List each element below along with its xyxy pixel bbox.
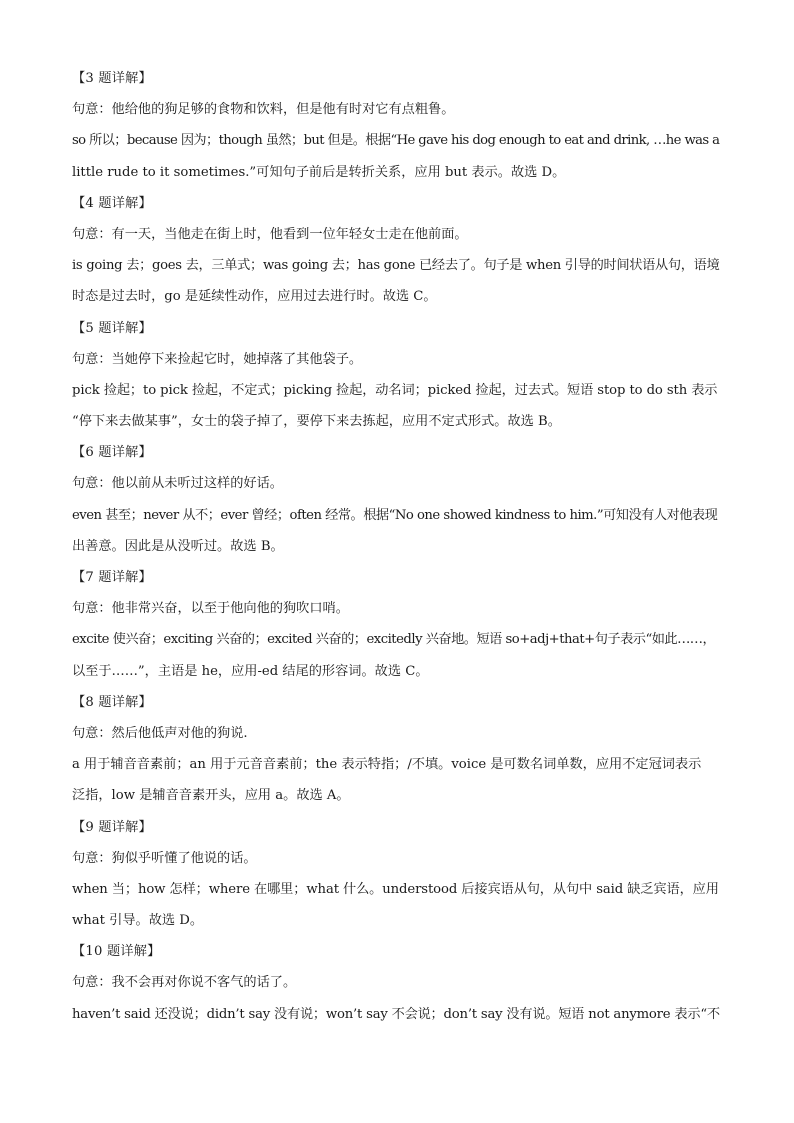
explanation-line: a 用于辅音音素前；an 用于元音音素前；the 表示特指；/不填。voice 是可数名词单数，应用不定冠词表示: [72, 757, 702, 773]
sentence-meaning: 句意：他非常兴奋，以至于他向他的狗吹口哨。: [72, 601, 349, 617]
sentence-meaning: 句意：他给他的狗足够的食物和饮料，但是他有时对它有点粗鲁。: [72, 102, 455, 118]
explanation-line: haven’t said 还没说；didn’t say 没有说；won’t say 不会说；don’t say 没有说。短语 not anymore 表示“不: [72, 1006, 720, 1022]
explanation-line: is going 去；goes 去，三单式；was going 去；has gone 已经去了。句子是 when 引导的时间状语从句，语境: [72, 258, 720, 274]
explanation-line: excite 使兴奋；exciting 兴奋的；excited 兴奋的；excitedly 兴奋地。短语 so+adj+that+句子表示“如此……，: [72, 632, 716, 648]
section-header: 【7 题详解】: [72, 570, 152, 585]
explanation-section-10: [72, 936, 722, 1030]
explanation-line: 以至于……”，主语是 he，应用-ed 结尾的形容词。故选 C。: [72, 663, 429, 679]
explanation-section-6: [72, 437, 722, 562]
section-header: 【4 题详解】: [72, 195, 152, 211]
explanation-section-3: [72, 63, 722, 188]
explanation-line: “停下来去做某事”，女士的袋子掉了，要停下来去拣起，应用不定式形式。故选 B。: [72, 414, 561, 430]
section-header: 【3 题详解】: [72, 71, 152, 86]
explanation-line: little rude to it sometimes.”可知句子前后是转折关系，应用 but 表示。故选 D。: [72, 164, 566, 180]
explanation-section-7: [72, 562, 722, 687]
sentence-meaning: 句意：有一天，当他走在街上时，他看到一位年轻女士走在他前面。: [72, 226, 468, 242]
section-header: 【6 题详解】: [72, 445, 152, 461]
section-header: 【9 题详解】: [72, 819, 152, 835]
explanation-section-8: [72, 687, 722, 812]
explanation-line: pick 捡起；to pick 捡起，不定式；picking 捡起，动名词；picked 捡起，过去式。短语 stop to do sth 表示: [72, 382, 718, 398]
sentence-meaning: 句意：狗似乎听懂了他说的话。: [72, 850, 257, 866]
explanation-section-9: [72, 812, 722, 937]
explanation-line: even 甚至；never 从不；ever 曾经；often 经常。根据“No one showed kindness to him.”可知没有人对他表现: [72, 507, 718, 523]
explanation-line: 泛指，low 是辅音音素开头，应用 a。故选 A。: [72, 788, 350, 804]
explanation-line: what 引导。故选 D。: [72, 913, 204, 929]
explanation-section-4: [72, 188, 722, 313]
explanation-line: so 所以；because 因为；though 虽然；but 但是。根据“He gave his dog enough to eat and drink, …he was a: [72, 133, 720, 149]
sentence-meaning: 句意：他以前从未听过这样的好话。: [72, 476, 283, 492]
answer-explanations: [72, 63, 722, 1030]
sentence-meaning: 句意：我不会再对你说不客气的话了。: [72, 975, 297, 991]
sentence-meaning: 句意：然后他低声对他的狗说.: [72, 725, 248, 741]
explanation-line: 出善意。因此是从没听过。故选 B。: [72, 538, 284, 554]
section-header: 【8 题详解】: [72, 694, 152, 710]
section-header: 【10 题详解】: [72, 944, 161, 960]
explanation-line: 时态是过去时，go 是延续性动作，应用过去进行时。故选 C。: [72, 289, 437, 305]
sentence-meaning: 句意：当她停下来捡起它时，她掉落了其他袋子。: [72, 351, 363, 367]
section-header: 【5 题详解】: [72, 320, 152, 336]
explanation-section-5: [72, 313, 722, 438]
explanation-line: when 当；how 怎样；where 在哪里；what 什么。understood 后接宾语从句，从句中 said 缺乏宾语，应用: [72, 881, 719, 897]
